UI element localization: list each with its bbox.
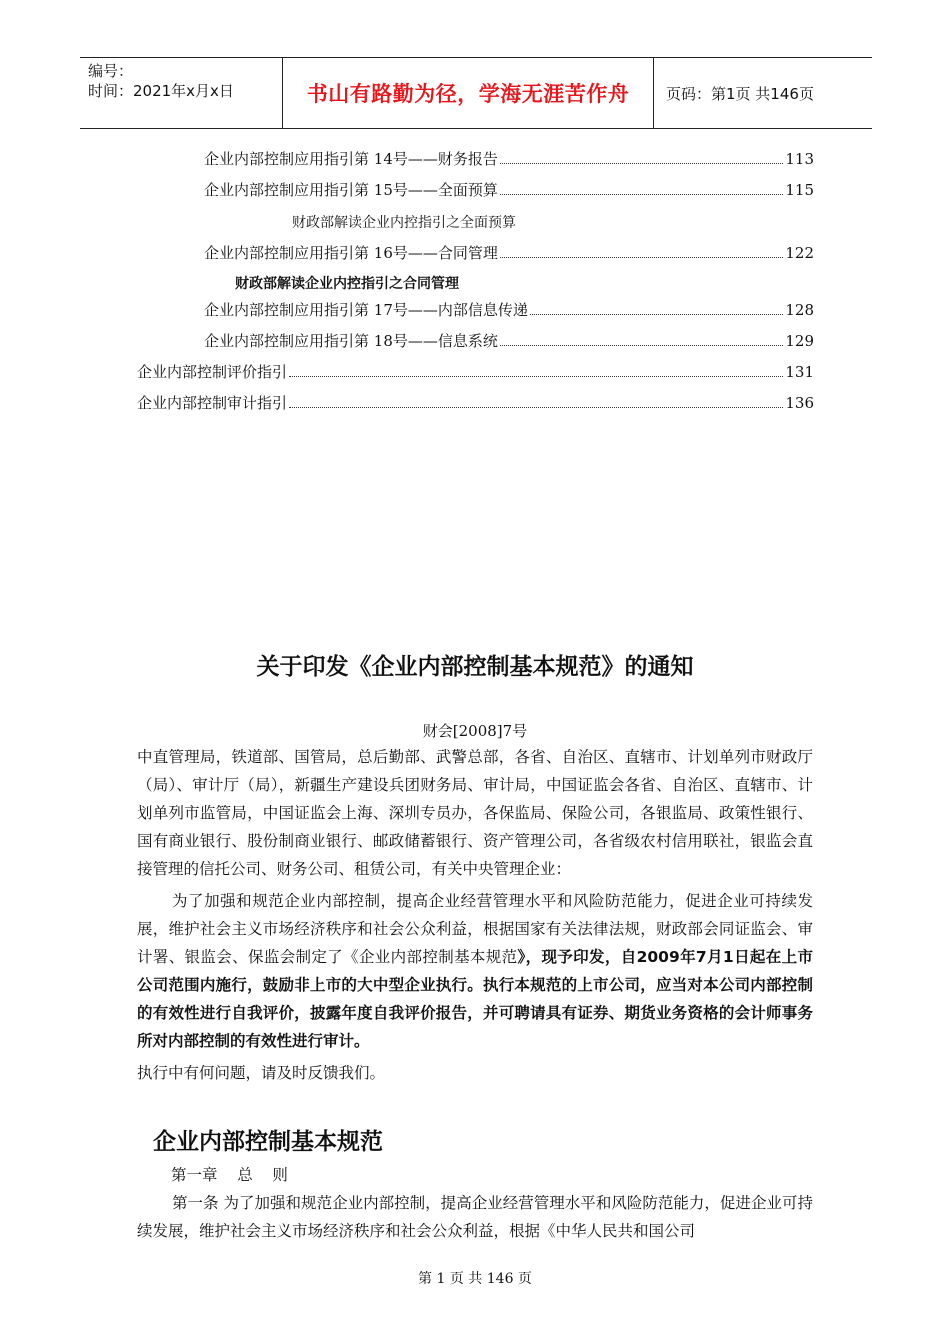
page-header [80,57,872,129]
toc-item-title: 企业内部控制应用指引第 15号——全面预算 [204,181,498,199]
notice-body-bold: 》，现予印发，自2009年7月1日起在上市公司范围内施行，鼓励非上市的大中型企业执行。执行本规范的上市公司，应当对本公司内部控制的有效性进行自我评价，披露年度自我评价报告，并可聘请具有证券、期货业务资格的会计师事务所对内部控制的有效性进行审计。 [137,948,813,1050]
toc-item-page: 129 [785,332,814,350]
notice-title: 关于印发《企业内部控制基本规范》的通知 [256,654,694,680]
notice-body-paragraph [137,887,813,1055]
toc-note-budget: 财政部解读企业内控指引之全面预算 [292,215,516,231]
toc-item-page: 115 [785,181,814,199]
toc-item[interactable] [137,392,814,414]
closing-line: 执行中有何问题，请及时反馈我们。 [137,1064,386,1082]
document-number: 财会[2008]7号 [422,722,528,740]
toc-item-title: 企业内部控制应用指引第 16号——合同管理 [204,244,498,262]
recipients-paragraph: 中直管理局，铁道部、国管局，总后勤部、武警总部，各省、自治区、直辖市、计划单列市财政厅（局）、审计厅（局），新疆生产建设兵团财务局、审计局，中国证监会各省、自治区、直辖市、计划单列市监管局，中国证监会上海、深圳专员办，各保监局、保险公司，各银监局、政策性银行、国有商业银行、股份制商业银行、邮政储蓄银行、资产管理公司，各省级农村信用联社，银监会直接管理的信托公司、财务公司、租赁公司，有关中央管理企业： [137,748,813,878]
toc-item[interactable] [204,299,814,321]
toc-item-title: 企业内部控制应用指引第 18号——信息系统 [204,332,498,350]
article-1: 第一条 为了加强和规范企业内部控制，提高企业经营管理水平和风险防范能力，促进企业可持续发展，维护社会主义市场经济秩序和社会公众利益，根据《中华人民共和国公司 [137,1194,813,1240]
header-page-info: 页码：第1页 共146页 [666,84,814,103]
toc-item[interactable] [204,330,814,352]
toc-item-title: 企业内部控制评价指引 [137,363,288,381]
toc-leader-dots [500,151,784,164]
number-label: 编号： [88,62,134,80]
toc-item-page: 113 [785,150,814,168]
page-footer: 第 1 页 共 146 页 [418,1271,532,1287]
toc-item[interactable] [137,361,814,383]
toc-item-page: 128 [785,301,814,319]
header-meta [80,58,282,128]
toc-item-title: 企业内部控制应用指引第 17号——内部信息传递 [204,301,528,319]
header-motto: 书山有路勤为径，学海无涯苦作舟 [282,58,654,128]
toc-leader-dots [289,395,783,408]
toc-item[interactable] [204,179,814,201]
toc-note-contract: 财政部解读企业内控指引之合同管理 [235,276,459,292]
chapter-heading: 第一章 总 则 [171,1166,288,1184]
toc-item[interactable] [204,148,814,170]
toc-item-title: 企业内部控制审计指引 [137,394,288,412]
toc-leader-dots [500,182,784,195]
toc-leader-dots [289,364,783,377]
toc-leader-dots [500,333,784,346]
toc-item[interactable] [204,242,814,264]
toc-item-page: 131 [785,363,814,381]
notice-body-normal: 为了加强和规范企业内部控制，提高企业经营管理水平和风险防范能力，促进企业可持续发展，维护社会主义市场经济秩序和社会公众利益，根据国家有关法律法规，财政部会同证监会、审计署、银监会、保监会制定了《企业内部控制基本规范 [137,892,813,966]
time-label: 时间：2021年x月x日 [88,82,234,100]
toc-leader-dots [500,245,784,258]
toc-leader-dots [530,302,784,315]
toc-item-title: 企业内部控制应用指引第 14号——财务报告 [204,150,498,168]
standard-title: 企业内部控制基本规范 [153,1129,383,1155]
toc-item-page: 136 [785,394,814,412]
toc-item-page: 122 [785,244,814,262]
